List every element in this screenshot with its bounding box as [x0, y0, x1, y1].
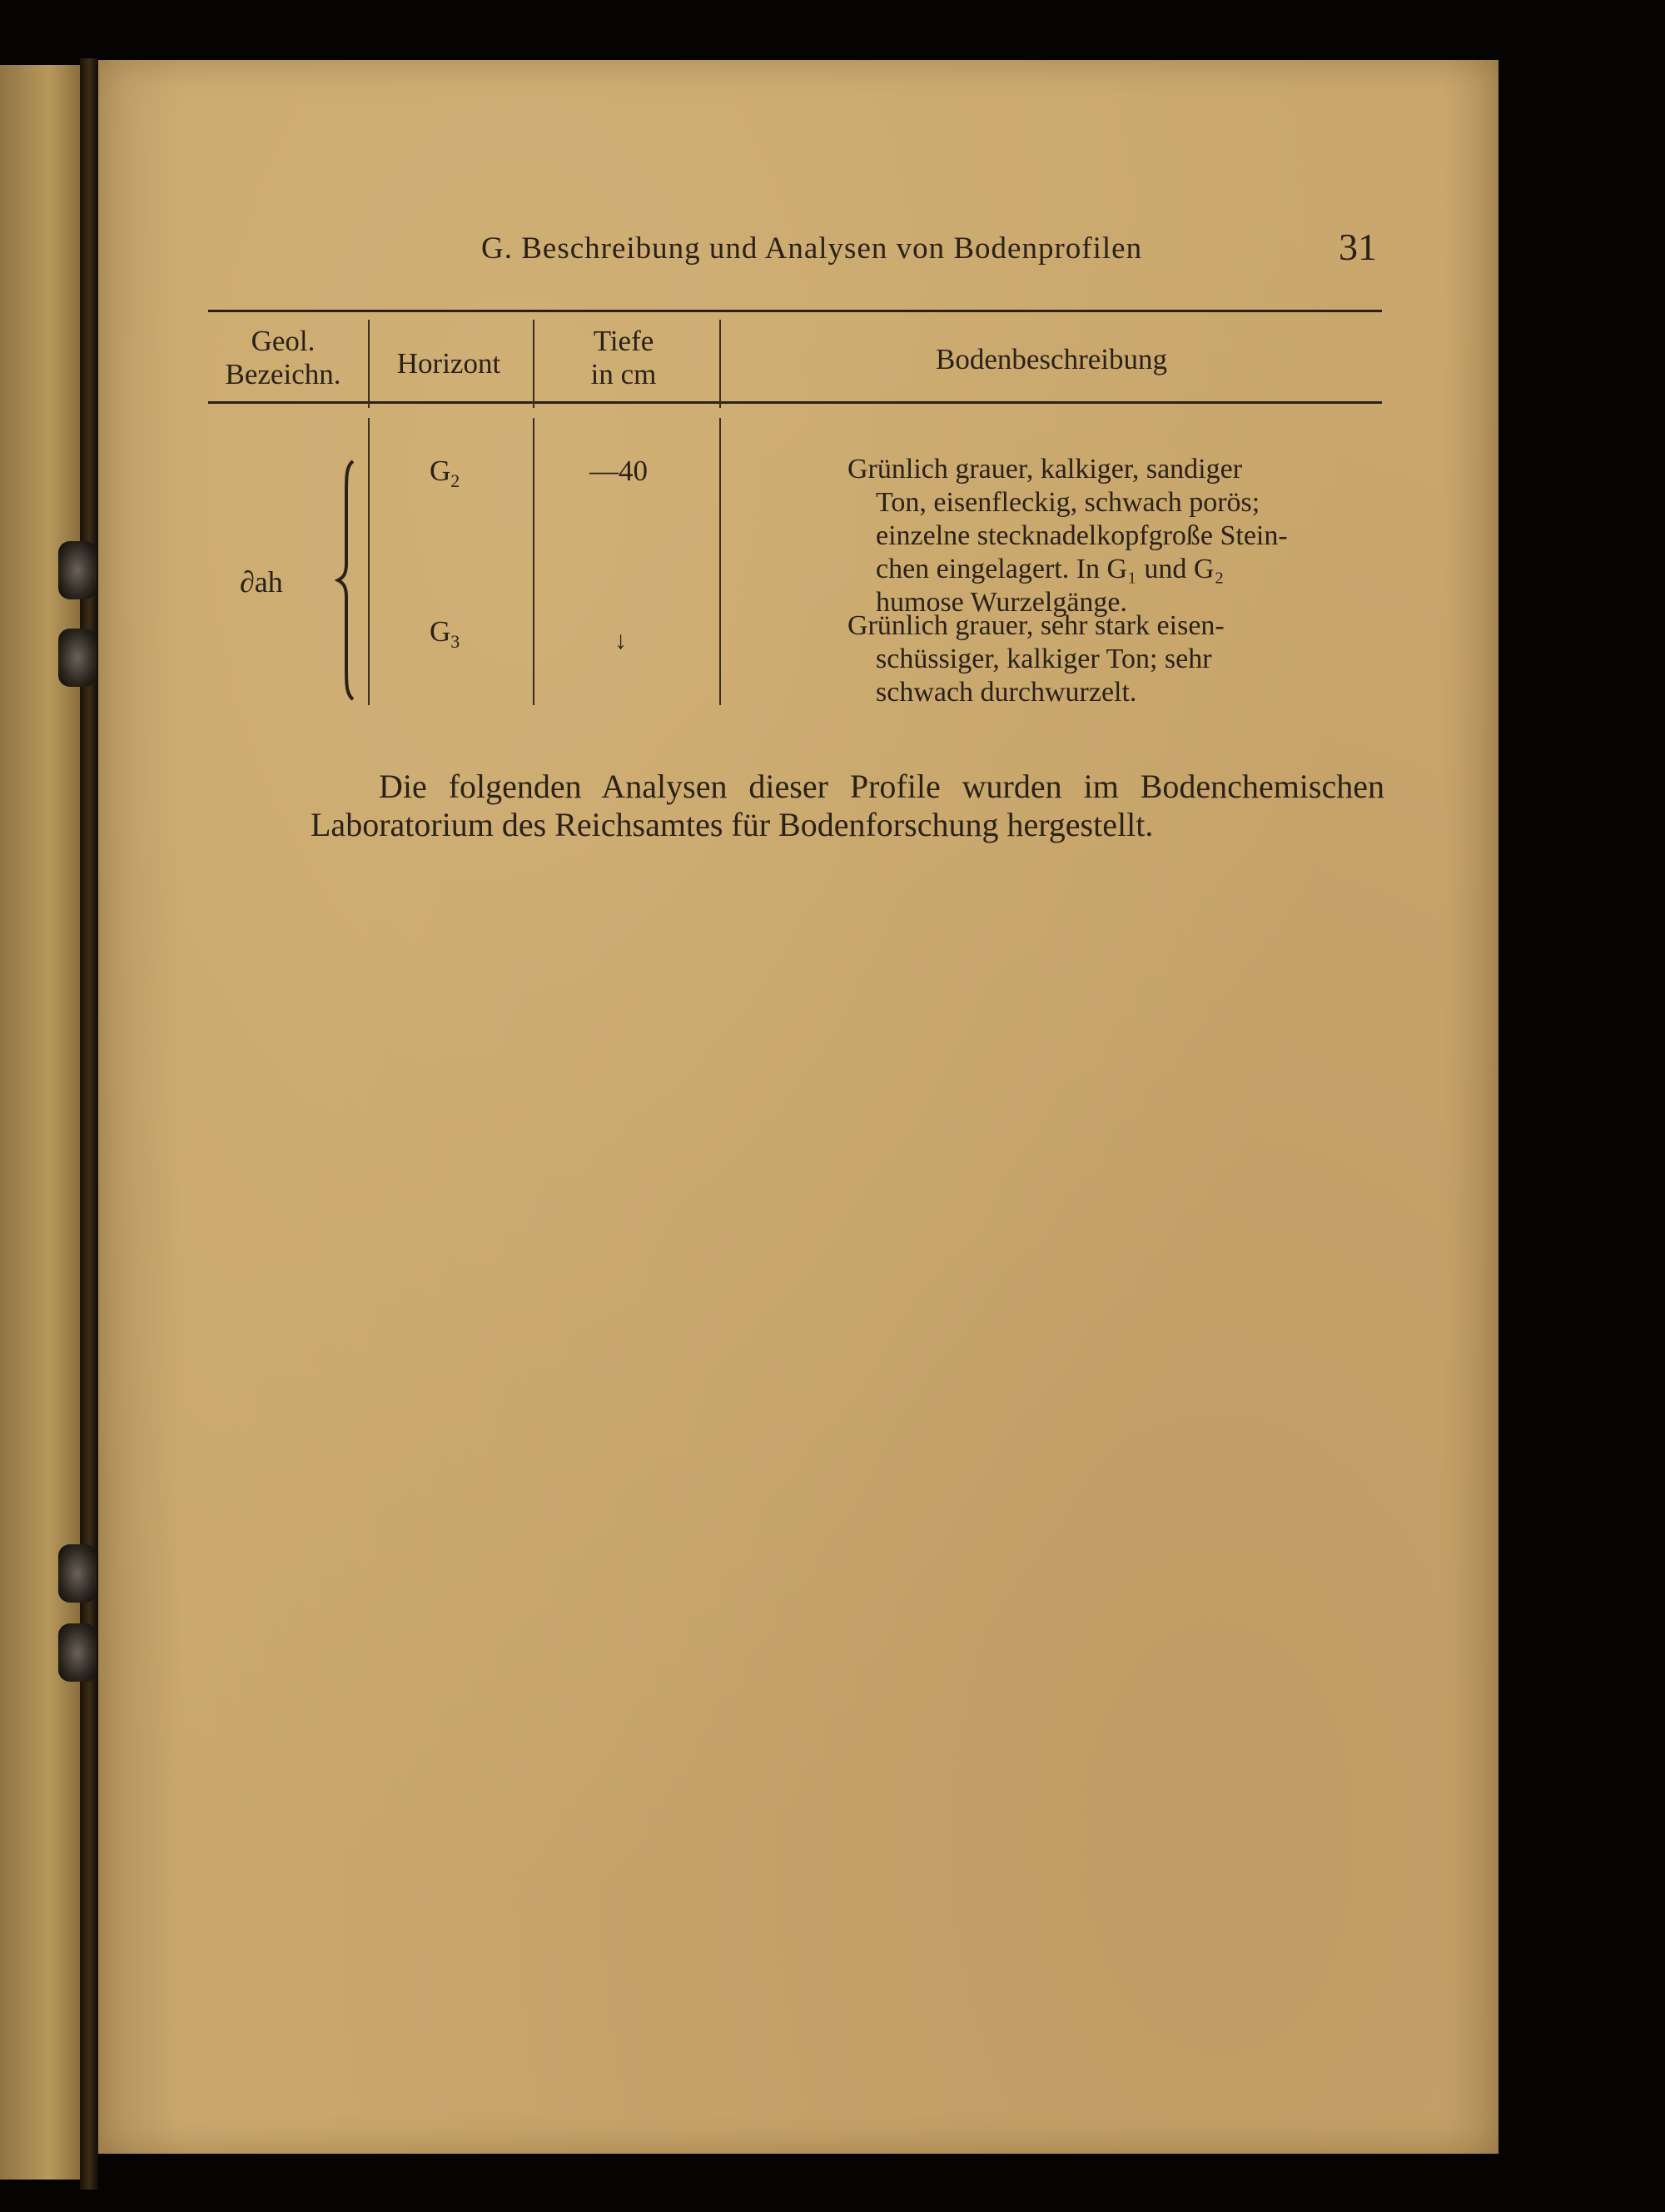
horizont-letter: G	[430, 615, 451, 648]
column-divider	[533, 418, 534, 705]
page-number: 31	[1339, 226, 1377, 268]
col-header-boden: Bodenbeschreibung	[936, 343, 1167, 375]
soil-description-g3	[847, 609, 1382, 709]
horizont-letter: G	[430, 455, 451, 487]
column-divider	[368, 320, 370, 408]
horizont-subscript: 2	[450, 470, 460, 491]
description-line: humose Wurzelgänge.	[876, 587, 1128, 618]
depth-arrow-icon: ↓	[614, 627, 627, 654]
staple	[58, 541, 97, 599]
book-binding	[80, 58, 98, 2190]
left-page-edge	[0, 65, 90, 2180]
column-divider	[719, 418, 721, 705]
description-line: Grünlich grauer, kalkiger, sandiger	[847, 454, 1243, 485]
depth-value: —40	[589, 455, 648, 487]
table-top-rule	[208, 310, 1382, 312]
col-header-tiefe	[531, 325, 716, 391]
description-line: chen eingelagert. In G₁ und G₂	[876, 554, 1225, 584]
col-header-tiefe-line1: Tiefe	[593, 325, 654, 357]
horizont-subscript: 3	[450, 631, 460, 652]
description-line: einzelne stecknadelkopfgroße Stein-	[876, 520, 1288, 551]
table-header-rule	[208, 401, 1382, 404]
description-line: Ton, eisenfleckig, schwach porös;	[876, 487, 1260, 518]
staple	[58, 1623, 97, 1682]
horizont-g3	[430, 615, 460, 659]
description-line: schwach durchwurzelt.	[876, 677, 1137, 708]
col-header-horizont: Horizont	[396, 347, 501, 380]
horizont-g2	[430, 455, 460, 498]
col-header-geol	[208, 325, 358, 391]
grouping-brace	[333, 460, 361, 701]
geol-designation: ∂ah	[240, 565, 283, 599]
description-line: Grünlich grauer, sehr stark eisen-	[847, 610, 1225, 641]
col-header-geol-line1: Geol.	[251, 325, 316, 357]
soil-description-g2	[847, 453, 1382, 619]
column-divider	[533, 320, 534, 408]
column-divider	[719, 320, 721, 408]
col-header-tiefe-line2: in cm	[590, 358, 657, 390]
book-page	[98, 60, 1498, 2154]
staple	[58, 629, 97, 687]
running-title: G. Beschreibung und Analysen von Bodenprofilen	[481, 231, 1143, 266]
staple	[58, 1544, 97, 1603]
description-line: schüssiger, kalkiger Ton; sehr	[876, 644, 1212, 674]
col-header-geol-line2: Bezeichn.	[225, 358, 341, 390]
column-divider	[368, 418, 370, 705]
body-paragraph: Die folgenden Analysen dieser Profile wurden im Bodenchemischen Laboratorium des Reichsamtes für Bodenforschung hergestellt.	[311, 768, 1384, 843]
